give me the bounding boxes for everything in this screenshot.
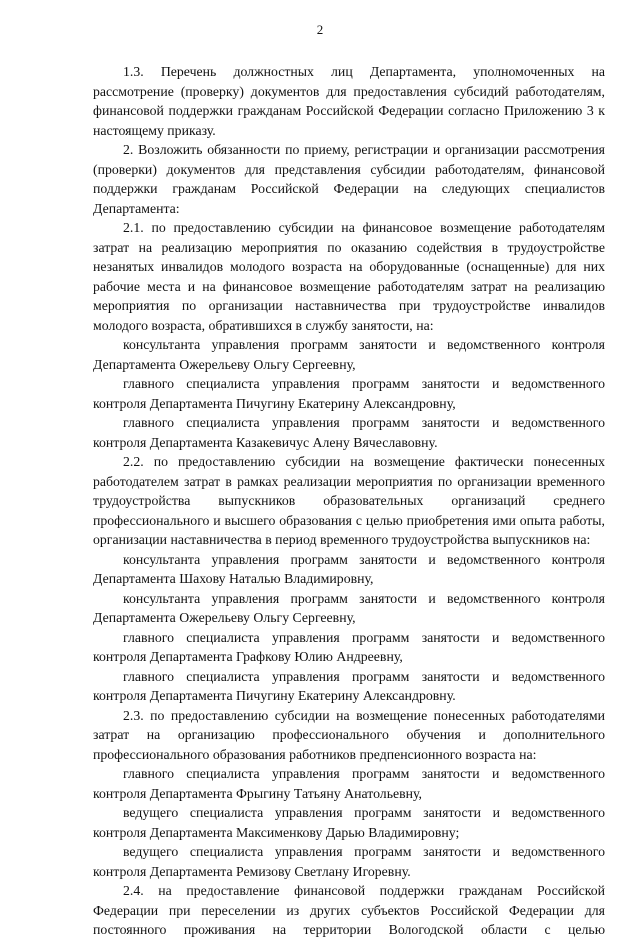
list-item: главного специалиста управления программ занятости и ведомственного контроля Департамента Графкову Юлию Андреевну,	[93, 629, 605, 664]
paragraph-2-2: 2.2. по предоставлению субсидии на возмещение фактически понесенных работодателем затрат в рамках реализации мероприятия по организации временного трудоустройства выпускников образовательных организаций среднего профессионального и высшего образования с целью приобретения ими опыта работы, организации наставничества в период временного трудоустройства выпускников на:	[93, 454, 605, 547]
list-item: главного специалиста управления программ занятости и ведомственного контроля Департамента Пичугину Екатерину Александровну,	[93, 376, 605, 411]
list-item: главного специалиста управления программ занятости и ведомственного контроля Департамента Пичугину Екатерину Александровну.	[93, 668, 605, 703]
paragraph-2-4: 2.4. на предоставление финансовой поддержки гражданам Российской Федерации при переселении из других субъектов Российской Федерации для постоянного проживания на территории Вологодской области с целью	[93, 883, 605, 937]
paragraph-2: 2. Возложить обязанности по приему, регистрации и организации рассмотрения (проверки) документов для представления субсидии работодателям, финансовой поддержки гражданам Российской Федерации на следующих специалистов Департамента:	[93, 142, 605, 216]
list-item: главного специалиста управления программ занятости и ведомственного контроля Департамента Казакевичус Алену Вячеславовну.	[93, 415, 605, 450]
list-item: главного специалиста управления программ занятости и ведомственного контроля Департамента Фрыгину Татьяну Анатольевну,	[93, 766, 605, 801]
paragraph-1-3: 1.3. Перечень должностных лиц Департамента, уполномоченных на рассмотрение (проверку) документов для предоставления субсидий работодателям, финансовой поддержки гражданам Российской Федерации согласно Приложению 3 к настоящему приказу.	[93, 64, 605, 138]
list-item: консультанта управления программ занятости и ведомственного контроля Департамента Шахову Наталью Владимировну,	[93, 551, 605, 586]
list-item: ведущего специалиста управления программ занятости и ведомственного контроля Департамента Ремизову Светлану Игоревну.	[93, 844, 605, 879]
paragraph-2-3: 2.3. по предоставлению субсидии на возмещение понесенных работодателями затрат на организацию профессионального обучения и дополнительного профессионального образования работников предпенсионного возраста на:	[93, 707, 605, 762]
list-item: ведущего специалиста управления программ занятости и ведомственного контроля Департамента Максименкову Дарью Владимировну;	[93, 805, 605, 840]
paragraph-2-1: 2.1. по предоставлению субсидии на финансовое возмещение работодателям затрат на реализацию мероприятия по оказанию содействия в трудоустройстве незанятых инвалидов молодого возраста на оборудованные (оснащенные) для них рабочие места и на финансовое возмещение работодателям затрат на реализацию мероприятия по организации наставничества при трудоустройстве инвалидов молодого возраста, обратившихся в службу занятости, на:	[93, 220, 605, 333]
list-item: консультанта управления программ занятости и ведомственного контроля Департамента Ожерельеву Ольгу Сергеевну,	[93, 337, 605, 372]
document-body	[93, 62, 605, 940]
list-item: консультанта управления программ занятости и ведомственного контроля Департамента Ожерельеву Ольгу Сергеевну,	[93, 590, 605, 625]
page-number: 2	[316, 22, 324, 37]
